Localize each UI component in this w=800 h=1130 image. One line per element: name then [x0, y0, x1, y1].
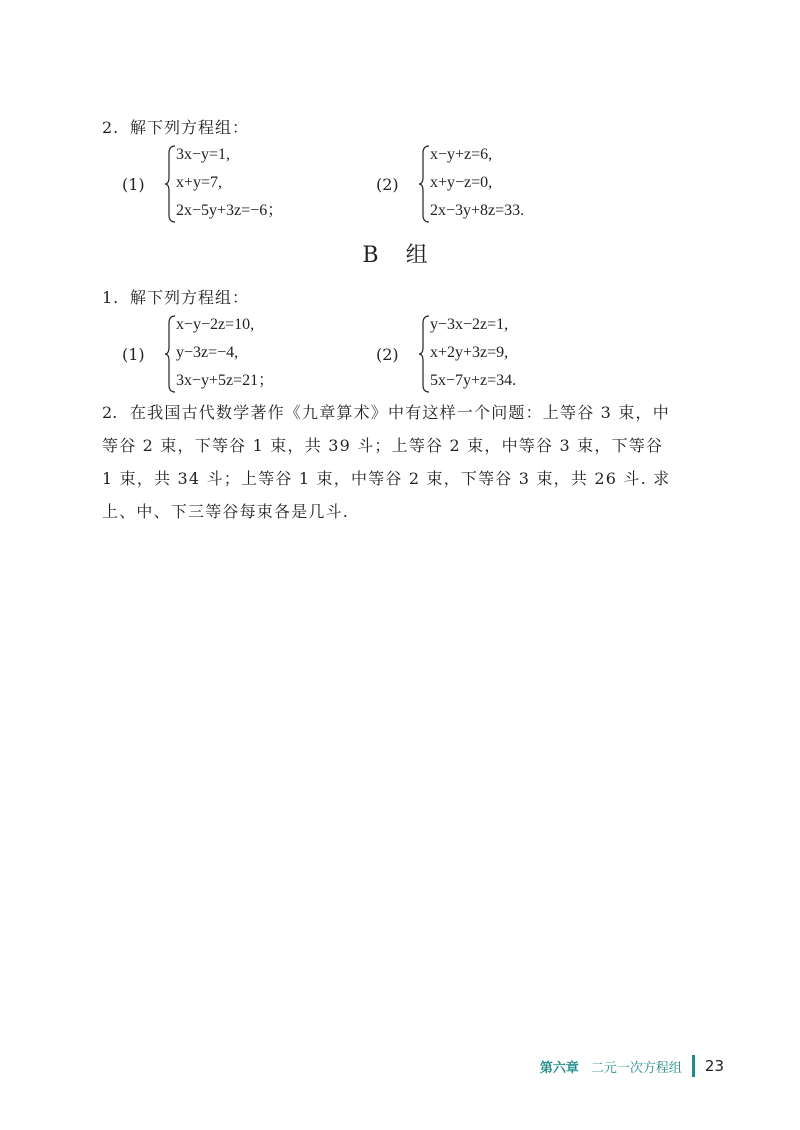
b-problem-2	[102, 396, 702, 528]
a-problem-2-heading	[102, 118, 249, 138]
equation: 5x−7y+z=34.	[430, 372, 517, 389]
left-brace-icon	[418, 145, 430, 223]
equation: 2x−5y+3z=−6；	[176, 202, 284, 219]
left-brace-icon	[164, 315, 176, 393]
problem-line: 等谷 2 束，下等谷 1 束，共 39 斗；上等谷 2 束，中等谷 3 束，下等谷	[102, 436, 664, 455]
equation: y−3z=−4,	[176, 344, 239, 361]
system-label: (2)	[376, 345, 399, 364]
system-label: (1)	[122, 175, 145, 194]
b-problem-1-heading	[102, 288, 249, 308]
equation: x−y−2z=10,	[176, 316, 255, 333]
equation: x−y+z=6,	[430, 146, 493, 163]
equation: y−3x−2z=1,	[430, 316, 509, 333]
b-problem-1-prompt: 解下列方程组：	[130, 288, 250, 307]
equation: x+y=7,	[176, 174, 223, 191]
b-problem-2-number: 2.	[102, 403, 118, 422]
a-problem-2-system-2	[376, 143, 626, 229]
problem-line	[102, 396, 702, 429]
equation: x+2y+3z=9,	[430, 344, 509, 361]
footer-chapter-title: 二元一次方程组	[590, 1060, 682, 1076]
section-title-b-group: B 组	[362, 243, 438, 268]
a-problem-2-system-1	[122, 143, 372, 229]
b-problem-1-system-1	[122, 313, 372, 399]
left-brace-icon	[418, 315, 430, 393]
equation: x+y−z=0,	[430, 174, 493, 191]
system-label: (2)	[376, 175, 399, 194]
b-problem-1-number: 1.	[102, 288, 120, 307]
system-label: (1)	[122, 345, 145, 364]
problem-text: 在我国古代数学著作《九章算术》中有这样一个问题：上等谷 3 束，中	[130, 403, 670, 422]
footer-divider	[692, 1055, 695, 1077]
equation: 2x−3y+8z=33.	[430, 202, 525, 219]
a-problem-2-number: 2.	[102, 118, 120, 137]
problem-line: 1 束，共 34 斗；上等谷 1 束，中等谷 2 束，下等谷 3 束，共 26 斗. 求	[102, 469, 671, 488]
page-number: 23	[704, 1057, 724, 1075]
equation: 3x−y+5z=21；	[176, 372, 275, 389]
b-problem-1-system-2	[376, 313, 626, 399]
footer-chapter: 第六章	[539, 1060, 579, 1076]
left-brace-icon	[164, 145, 176, 223]
problem-line: 上、中、下三等谷每束各是几斗.	[102, 502, 350, 521]
a-problem-2-prompt: 解下列方程组：	[130, 118, 250, 137]
equation: 3x−y=1,	[176, 146, 231, 163]
page-footer	[540, 1055, 724, 1077]
